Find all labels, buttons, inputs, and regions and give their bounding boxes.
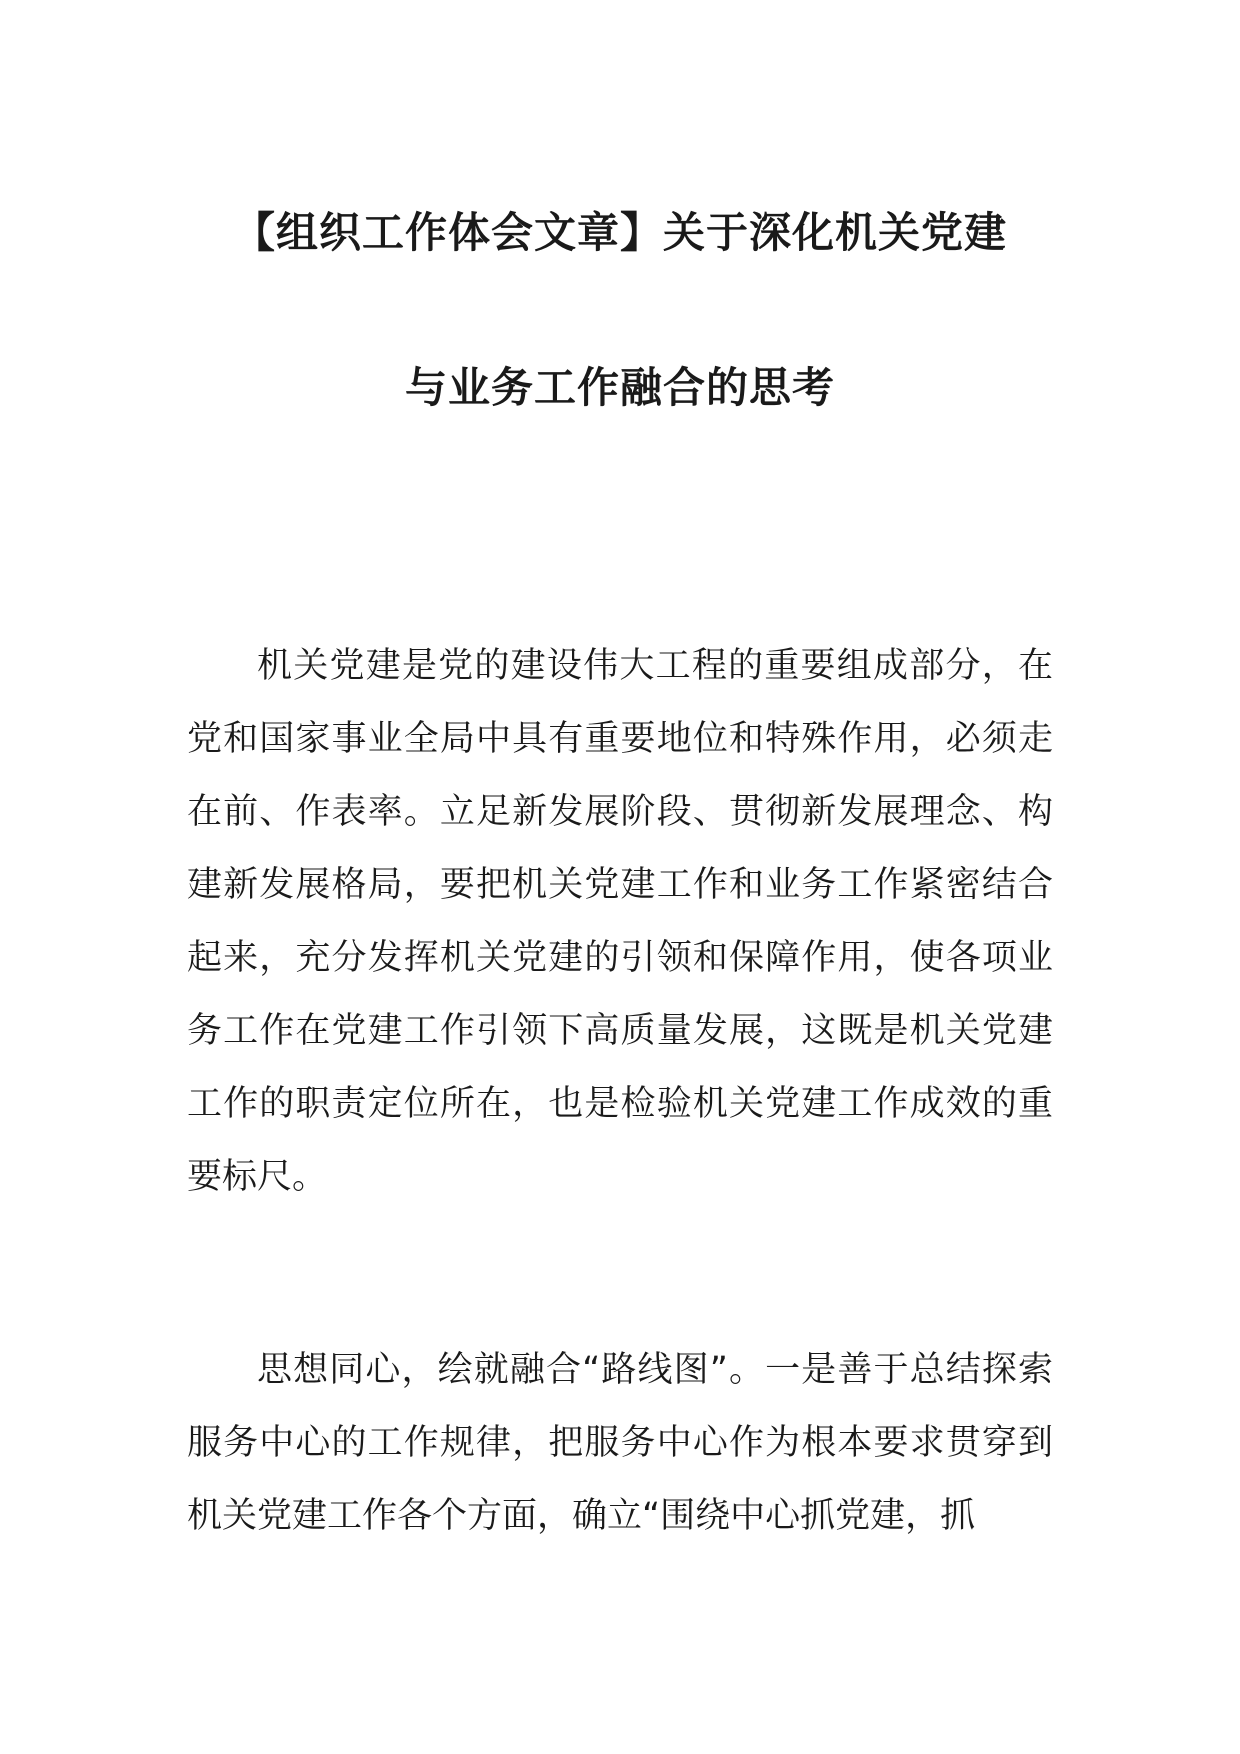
body-paragraph-2: 思想同心，绘就融合“路线图”。一是善于总结探索服务中心的工作规律，把服务中心作为根本要求贯穿到机关党建工作各个方面，确立“围绕中心抓党建，抓 (187, 1350, 1053, 1536)
document-title-line-1: 【组织工作体会文章】关于深化机关党建 (232, 208, 1007, 257)
document-title-line-2: 与业务工作融合的思考 (404, 363, 835, 412)
body-paragraph-1: 机关党建是党的建设伟大工程的重要组成部分，在党和国家事业全局中具有重要地位和特殊作用，必须走在前、作表率。立足新发展阶段、贯彻新发展理念、构建新发展格局，要把机关党建工作和业务工作紧密结合起来，充分发挥机关党建的引领和保障作用，使各项业务工作在党建工作引领下高质量发展，这既是机关党建工作的职责定位所在，也是检验机关党建工作成效的重要标尺。 (187, 646, 1053, 1197)
